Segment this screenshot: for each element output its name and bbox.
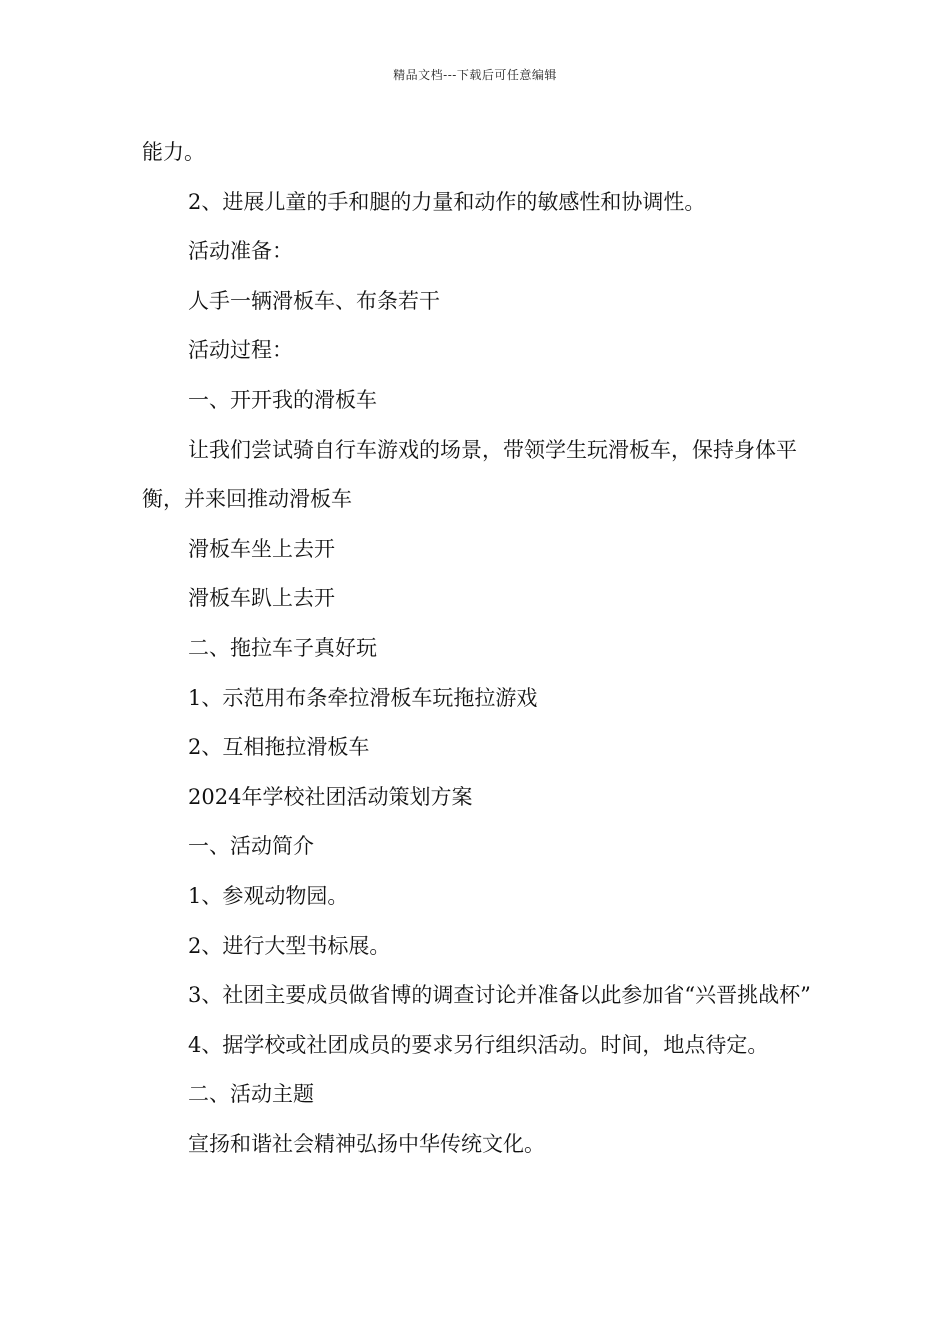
page-header: 精品文档---下载后可任意编辑 [393,68,557,82]
paragraph-3: 活动准备： [188,239,293,264]
paragraph-15: 1、参观动物园。 [188,883,349,908]
paragraph-5: 活动过程： [188,338,293,363]
document-body [142,128,812,1169]
paragraph-17: 3、社团主要成员做省博的调查讨论并准备以此参加省“兴晋挑战杯” [188,983,811,1008]
paragraph-7: 让我们尝试骑自行车游戏的场景，带领学生玩滑板车，保持身体平衡，并来回推动滑板车 [142,437,797,512]
paragraph-2: 2、进展儿童的手和腿的力量和动作的敏感性和协调性。 [188,189,706,214]
paragraph-16: 2、进行大型书标展。 [188,933,391,958]
paragraph-4: 人手一辆滑板车、布条若干 [188,288,440,313]
paragraph-9: 滑板车趴上去开 [188,586,335,611]
paragraph-19: 二、活动主题 [188,1082,314,1107]
paragraph-13: 2024年学校社团活动策划方案 [188,784,473,809]
paragraph-10: 二、拖拉车子真好玩 [188,635,377,660]
paragraph-8: 滑板车坐上去开 [188,536,335,561]
paragraph-18: 4、据学校或社团成员的要求另行组织活动。时间，地点待定。 [188,1032,769,1057]
paragraph-11: 1、示范用布条牵拉滑板车玩拖拉游戏 [188,685,538,710]
paragraph-20: 宣扬和谐社会精神弘扬中华传统文化。 [188,1131,545,1156]
paragraph-12: 2、互相拖拉滑板车 [188,735,370,760]
paragraph-6: 一、开开我的滑板车 [188,387,377,412]
paragraph-1: 能力。 [142,140,205,164]
paragraph-14: 一、活动简介 [188,834,314,859]
